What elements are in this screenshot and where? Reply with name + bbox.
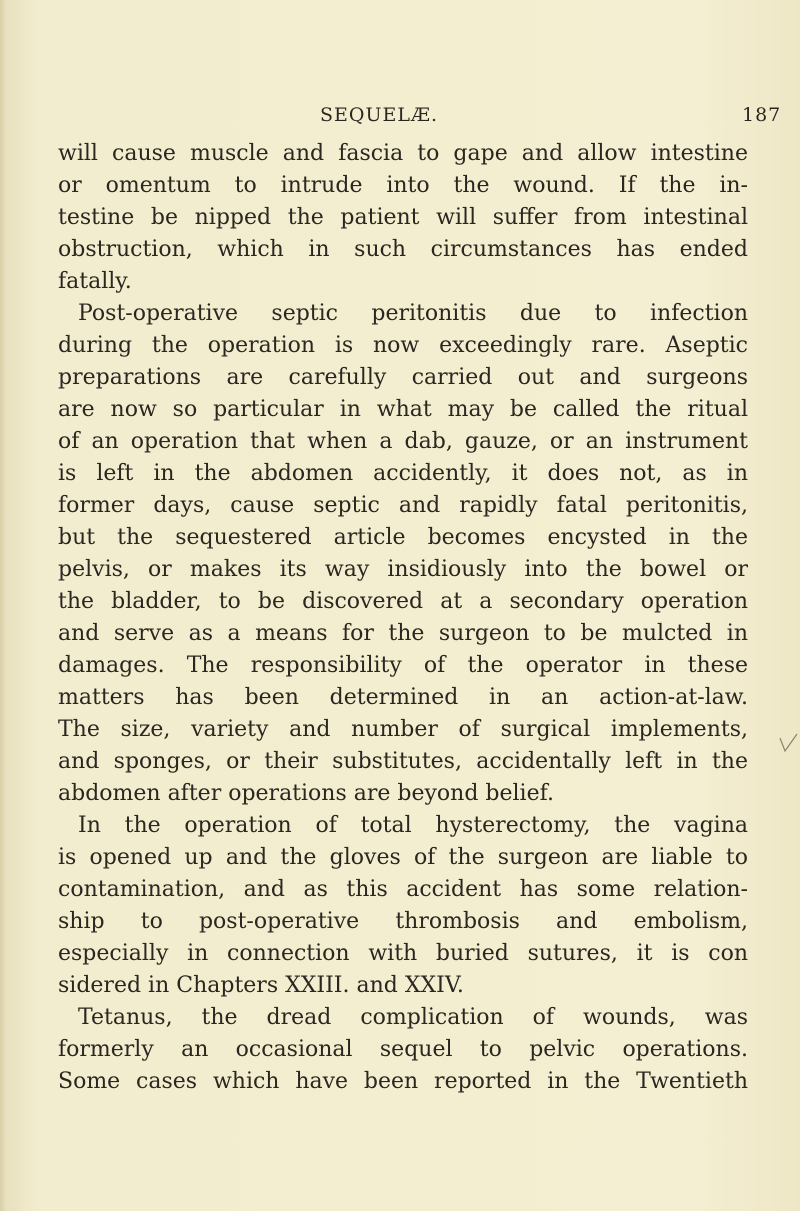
page-left-edge (0, 0, 6, 1211)
text-line: or omentum to intrude into the wound. If the in- (58, 173, 748, 198)
text-line: is left in the abdomen accidently, it does not, as in (58, 461, 748, 486)
paragraph (58, 298, 748, 810)
text-line: contamination, and as this accident has some relation- (58, 877, 748, 902)
text-line: during the operation is now exceedingly rare. Aseptic (58, 333, 748, 358)
paragraph (58, 138, 748, 298)
page-header (0, 104, 800, 134)
text-line: Post-operative septic peritonitis due to infection (78, 301, 748, 326)
page-number: 187 (742, 104, 782, 126)
text-line: sidered in Chapters XXIII. and XXIV. (58, 973, 464, 998)
text-line: and sponges, or their substitutes, accidentally left in the (58, 749, 748, 774)
body-text (58, 138, 748, 1098)
text-line: and serve as a means for the surgeon to be mulcted in (58, 621, 748, 646)
text-line: preparations are carefully carried out and surgeons (58, 365, 748, 390)
text-line: fatally. (58, 269, 132, 294)
text-line: The size, variety and number of surgical implements, (58, 717, 748, 742)
pencil-check-mark (778, 732, 798, 754)
running-title: SEQUELÆ. (320, 104, 439, 126)
text-line: former days, cause septic and rapidly fatal peritonitis, (58, 493, 748, 518)
text-line: ship to post-operative thrombosis and embolism, (58, 909, 748, 934)
text-line: abdomen after operations are beyond belief. (58, 781, 554, 806)
text-line: damages. The responsibility of the operator in these (58, 653, 748, 678)
text-line: matters has been determined in an action-at-law. (58, 685, 748, 710)
text-line: In the operation of total hysterectomy, the vagina (78, 813, 748, 838)
text-line: are now so particular in what may be called the ritual (58, 397, 748, 422)
text-line: obstruction, which in such circumstances has ended (58, 237, 748, 262)
text-line: Tetanus, the dread complication of wounds, was (78, 1005, 748, 1030)
text-line: testine be nipped the patient will suffer from intestinal (58, 205, 748, 230)
paragraph (58, 1002, 748, 1098)
text-line: the bladder, to be discovered at a secondary operation (58, 589, 748, 614)
text-line: is opened up and the gloves of the surgeon are liable to (58, 845, 748, 870)
text-line: will cause muscle and fascia to gape and allow intestine (58, 141, 748, 166)
text-line: especially in connection with buried sutures, it is con (58, 941, 748, 966)
text-line: pelvis, or makes its way insidiously into the bowel or (58, 557, 748, 582)
text-line: of an operation that when a dab, gauze, or an instrument (58, 429, 748, 454)
paragraph (58, 810, 748, 1002)
text-line: formerly an occasional sequel to pelvic operations. (58, 1037, 748, 1062)
text-line: Some cases which have been reported in the Twentieth (58, 1069, 748, 1094)
text-line: but the sequestered article becomes encysted in the (58, 525, 748, 550)
